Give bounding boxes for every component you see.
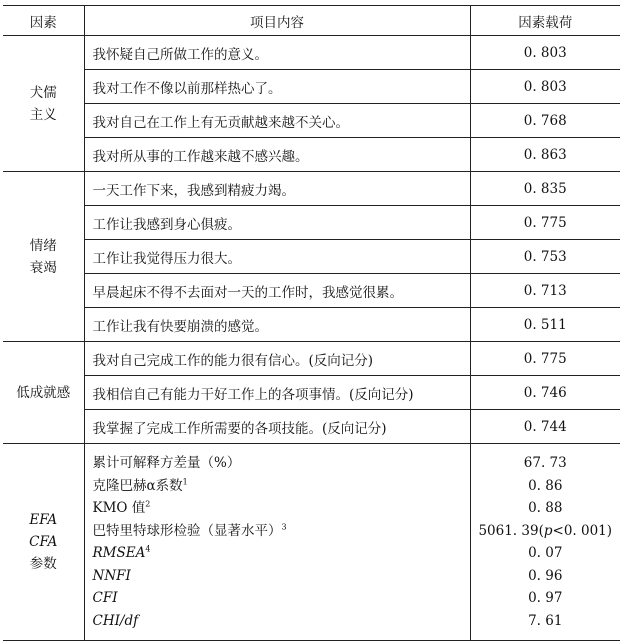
stat-value-bartlett: 5061. 39(p<0. 001) xyxy=(478,522,613,539)
table-row xyxy=(3,138,620,172)
item-text: 我掌握了完成工作所需要的各项技能。(反向记分) xyxy=(84,410,470,444)
item-text: 工作让我感到身心俱疲。 xyxy=(84,206,470,240)
group-emotional-exhaustion xyxy=(3,172,620,342)
table-row xyxy=(3,104,620,138)
factor-loading-table xyxy=(3,5,620,641)
item-text: 我相信自己有能力干好工作上的各项事情。(反向记分) xyxy=(84,376,470,410)
table-row xyxy=(3,376,620,410)
table-row xyxy=(3,308,620,342)
stat-label-bartlett: 巴特里特球形检验（显著水平）$^3$ xyxy=(92,522,287,539)
stat-value-chi-df: 7. 61 xyxy=(528,612,563,629)
factor-label-efa-cfa: EFA CFA 参数 xyxy=(3,444,84,641)
factor-label-low-accomplishment: 低成就感 xyxy=(3,342,84,444)
header-factor-loading: 因素载荷 xyxy=(470,6,620,36)
loading-value: 0. 863 xyxy=(470,138,620,172)
stat-value-cronbach-alpha: 0. 86 xyxy=(528,477,563,494)
loading-value: 0. 753 xyxy=(470,240,620,274)
loading-value: 0. 746 xyxy=(470,376,620,410)
stat-value-rmsea: 0. 07 xyxy=(528,545,563,561)
item-text: 我对工作不像以前那样热心了。 xyxy=(84,70,470,104)
stat-label-chi-df: CHI/df xyxy=(92,612,139,629)
stat-label-rmsea: RMSEA$^4$ xyxy=(92,544,151,561)
stats-labels xyxy=(84,444,470,641)
stat-label-cfi: CFI xyxy=(92,590,118,606)
header-item-content: 项目内容 xyxy=(84,6,470,36)
loading-value: 0. 775 xyxy=(470,206,620,240)
loading-value: 0. 835 xyxy=(470,172,620,206)
item-text: 我对所从事的工作越来越不感兴趣。 xyxy=(84,138,470,172)
table-row xyxy=(3,240,620,274)
table-row xyxy=(3,410,620,444)
loading-value: 0. 803 xyxy=(470,70,620,104)
factor-label-cynicism: 犬儒 主义 xyxy=(3,36,84,172)
factor-label-emotional-exhaustion: 情绪 衰竭 xyxy=(3,172,84,342)
item-text: 我对自己在工作上有无贡献越来越不关心。 xyxy=(84,104,470,138)
stat-label-kmo: KMO 值$^2$ xyxy=(92,499,151,516)
stat-label-nnfi: NNFI xyxy=(92,567,131,584)
stat-label-cronbach-alpha: 克隆巴赫α系数$^1$ xyxy=(92,477,188,494)
table-row xyxy=(3,70,620,104)
item-text: 工作让我觉得压力很大。 xyxy=(84,240,470,274)
table-row xyxy=(3,342,620,376)
loading-value: 0. 803 xyxy=(470,36,620,70)
item-text: 早晨起床不得不去面对一天的工作时，我感觉很累。 xyxy=(84,274,470,308)
stat-label-variance: 累计可解释方差量（%） xyxy=(92,455,241,471)
table-row xyxy=(3,172,620,206)
stats-values xyxy=(470,444,620,641)
group-low-accomplishment xyxy=(3,342,620,444)
stats-row xyxy=(3,444,620,641)
item-text: 一天工作下来，我感到精疲力竭。 xyxy=(84,172,470,206)
table-row xyxy=(3,36,620,70)
loading-value: 0. 768 xyxy=(470,104,620,138)
item-text: 工作让我有快要崩溃的感觉。 xyxy=(84,308,470,342)
loading-value: 0. 511 xyxy=(470,308,620,342)
group-cynicism xyxy=(3,36,620,172)
table-row xyxy=(3,274,620,308)
item-text: 我怀疑自己所做工作的意义。 xyxy=(84,36,470,70)
loading-value: 0. 744 xyxy=(470,410,620,444)
header-factor: 因素 xyxy=(3,6,84,36)
loading-value: 0. 775 xyxy=(470,342,620,376)
table-header-row xyxy=(3,6,620,36)
loading-value: 0. 713 xyxy=(470,274,620,308)
group-efa-cfa-parameters xyxy=(3,444,620,641)
stat-value-kmo: 0. 88 xyxy=(528,500,563,516)
stat-value-cfi: 0. 97 xyxy=(528,590,563,606)
table-row xyxy=(3,206,620,240)
stat-value-nnfi: 0. 96 xyxy=(528,567,563,584)
item-text: 我对自己完成工作的能力很有信心。(反向记分) xyxy=(84,342,470,376)
stat-value-variance: 67. 73 xyxy=(523,455,567,471)
